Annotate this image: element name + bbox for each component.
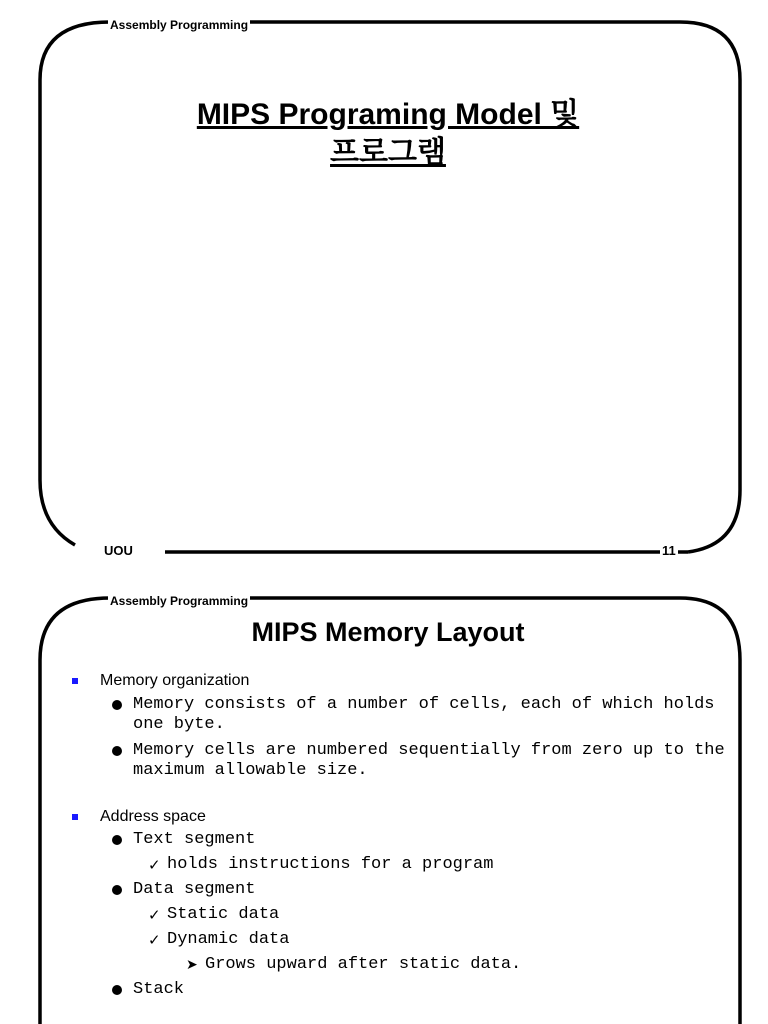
bullet-text: Memory consists of a number of cells, each of which holds one byte. bbox=[133, 695, 715, 734]
bullet-text: Data segment bbox=[133, 880, 256, 899]
slide1-header: Assembly Programming bbox=[110, 18, 249, 32]
round-bullet-icon bbox=[112, 835, 122, 845]
slide1-title-line2: 프로그램 bbox=[330, 136, 446, 169]
checkmark-icon: ✓ bbox=[148, 906, 161, 924]
arrow-bullet-icon: ➤ bbox=[186, 957, 198, 973]
bullet-text: Stack bbox=[133, 980, 185, 999]
section-heading: Address space bbox=[100, 808, 206, 825]
list-item bbox=[70, 672, 730, 690]
slide1-title-line1: MIPS Programing Model 및 bbox=[196, 98, 580, 131]
list-item bbox=[70, 695, 730, 735]
square-bullet-icon bbox=[72, 678, 78, 684]
slide2-bullet-list bbox=[70, 672, 730, 1000]
round-bullet-icon bbox=[112, 885, 122, 895]
list-item bbox=[70, 830, 730, 850]
bullet-text: Dynamic data bbox=[167, 930, 290, 949]
bullet-text: Static data bbox=[167, 905, 280, 924]
slide1-title bbox=[60, 96, 716, 172]
bullet-text: Text segment bbox=[133, 830, 256, 849]
bullet-text: Memory cells are numbered sequentially from zero up to the maximum allowable size. bbox=[133, 741, 725, 780]
section-heading: Memory organization bbox=[100, 672, 250, 689]
list-item bbox=[70, 741, 730, 781]
checkmark-icon: ✓ bbox=[148, 856, 161, 874]
square-bullet-icon bbox=[72, 814, 78, 820]
list-item bbox=[70, 905, 730, 925]
slide2-header: Assembly Programming bbox=[110, 594, 249, 608]
slide1-footer-left: UOU bbox=[100, 543, 137, 558]
checkmark-icon: ✓ bbox=[148, 931, 161, 949]
round-bullet-icon bbox=[112, 746, 122, 756]
bullet-text: Grows upward after static data. bbox=[205, 955, 522, 974]
list-item bbox=[70, 880, 730, 900]
list-item bbox=[70, 980, 730, 1000]
list-item bbox=[70, 930, 730, 950]
bullet-text: holds instructions for a program bbox=[167, 855, 494, 874]
round-bullet-icon bbox=[112, 985, 122, 995]
list-item bbox=[70, 955, 730, 975]
list-item bbox=[70, 808, 730, 826]
slide1-page-number: 11 bbox=[662, 543, 676, 558]
slide2-title: MIPS Memory Layout bbox=[251, 617, 525, 647]
list-item bbox=[70, 855, 730, 875]
round-bullet-icon bbox=[112, 700, 122, 710]
